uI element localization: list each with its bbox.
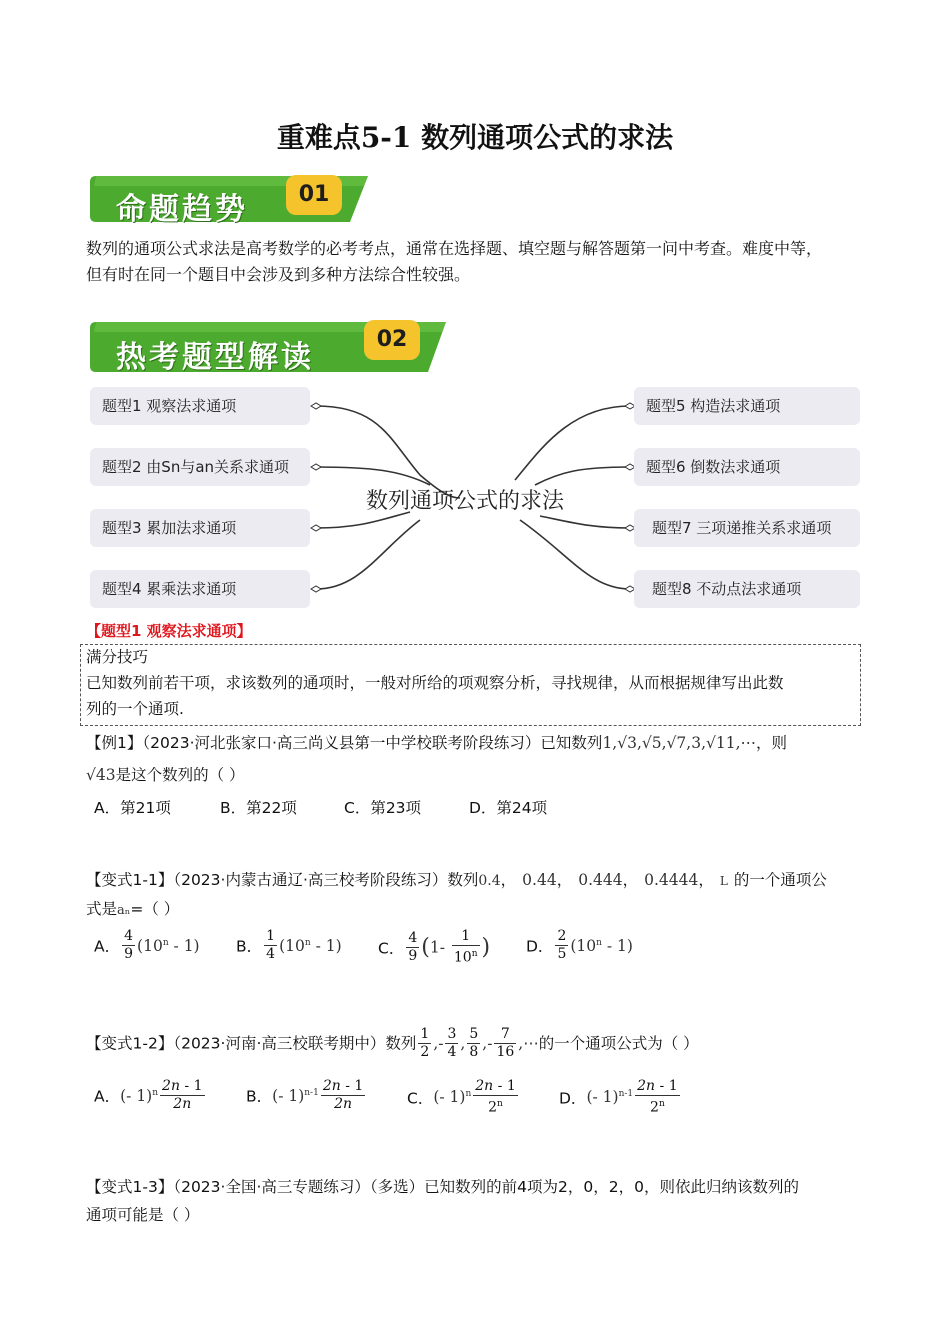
mindmap-node-type3: 题型3 累加法求通项 <box>90 509 310 547</box>
mindmap-node-type5: 题型5 构造法求通项 <box>634 387 860 425</box>
variant-text: 的一个通项公 <box>733 871 827 889</box>
fraction-1-2: $\frac{1}{2}$ <box>420 1026 430 1060</box>
option-math: (- 1)$^{n-1}$ <box>586 1088 634 1107</box>
term: L <box>719 874 728 888</box>
fraction-3-4: $\frac{3}{4}$ <box>447 1026 457 1060</box>
variant-label: 【变式1-1】 <box>86 871 174 889</box>
option-math: ( <box>421 934 430 960</box>
example-source: （2023·河北张家口·高三尚义县第一中学校联考阶段练习）已知数列 <box>142 734 603 752</box>
mindmap-node-type2: 题型2 由Sn与an关系求通项 <box>90 448 310 486</box>
option-d[interactable]: D．(- 1)$^{n-1}$ $\frac{2n - 1}{2^n}$ <box>559 1078 678 1116</box>
variant-1-1-line2 <box>86 895 876 925</box>
fraction-7-16: $\frac{7}{16}$ <box>496 1026 515 1060</box>
page-title: 重难点5-1 数列通项公式的求法 <box>276 121 674 154</box>
option-c[interactable]: C． $\frac{4}{9}$ (1- $\frac{1}{10^n}$ ) <box>378 928 491 966</box>
term: 0.4 <box>478 873 501 889</box>
example-1-line1 <box>86 729 876 757</box>
variant-text: 式是 <box>86 900 118 918</box>
section-banner-trend <box>88 172 378 230</box>
fraction-5-8: $\frac{5}{8}$ <box>469 1026 479 1060</box>
option-math: (10$^n$ - 1) <box>570 936 633 955</box>
variant-1-3 <box>86 1173 876 1229</box>
option-a[interactable]: A． $\frac{4}{9}$ (10$^n$ - 1) <box>94 928 200 962</box>
variant-1-2: 【变式1-2】（2023·河南·高三校联考期中）数列 $\frac{1}{2}$ ,- $\frac{3}{4}$ , $\frac{5}{8}$ ,- $\frac{7}{16}$ ,⋯的一个通项公式为（ ） <box>86 1026 699 1060</box>
term: 0.44 <box>522 871 557 889</box>
banner-label: 命题趋势 <box>116 192 248 227</box>
option-b[interactable]: B．第22项 <box>220 799 297 817</box>
variant-label: 【变式1-2】 <box>86 1034 174 1053</box>
option-b[interactable]: B． $\frac{1}{4}$ (10$^n$ - 1) <box>236 928 342 962</box>
variant-1-3-line1 <box>86 1173 876 1201</box>
variant-label: 【变式1-3】 <box>86 1178 174 1196</box>
fraction-2n-1-2pow-n: $\frac{2n - 1}{2^n}$ <box>637 1078 678 1116</box>
fraction-2n-1-2n: $\frac{2n - 1}{2n}$ <box>322 1078 364 1112</box>
option-a[interactable]: A．第21项 <box>94 799 171 817</box>
section-banner-hot-types <box>88 318 458 376</box>
example-text: 是这个数列的（ ） <box>115 766 245 784</box>
term: 0.4444 <box>644 871 699 889</box>
banner-number: 02 <box>364 320 420 360</box>
intro-line: 但有时在同一个题目中会涉及到多种方法综合性较强。 <box>86 265 471 284</box>
type1-heading: 【题型1 观察法求通项】 <box>86 622 252 640</box>
fraction-4-9: $\frac{4}{9}$ <box>124 928 134 962</box>
variant-text: 的一个通项公式为（ ） <box>538 1034 699 1053</box>
sqrt-43-math: √43 <box>86 766 116 784</box>
variant-1-1-line1: 【变式1-1】（2023·内蒙古通辽·高三校考阶段练习）数列0.4， 0.44， 0.444， 0.4444， L 的一个通项公 <box>86 871 827 889</box>
variant-source: （2023·内蒙古通辽·高三校考阶段练习）数列 <box>173 871 479 889</box>
option-math: (- 1)$^{n-1}$ <box>272 1086 319 1105</box>
option-c[interactable]: C．(- 1)$^n$ $\frac{2n - 1}{2^n}$ <box>407 1078 516 1116</box>
example-1-line2 <box>86 761 876 789</box>
banner-number: 01 <box>286 175 342 215</box>
example-text: ，则 <box>756 734 788 752</box>
option-math: (- 1)$^n$ <box>433 1088 472 1107</box>
tip-line: 已知数列前若干项，求该数列的通项时，一般对所给的项观察分析，寻找规律，从而根据规律写出此数 <box>86 674 784 692</box>
mindmap-node-type7: 题型7 三项递推关系求通项 <box>634 509 860 547</box>
mindmap-node-type4: 题型4 累乘法求通项 <box>90 570 310 608</box>
option-a[interactable]: A．(- 1)$^n$ $\frac{2n - 1}{2n}$ <box>94 1078 203 1112</box>
variant-text: =（ ） <box>130 900 180 918</box>
option-math: (10$^n$ - 1) <box>137 936 200 955</box>
banner-label: 热考题型解读 <box>116 340 314 375</box>
tip-content <box>86 644 861 722</box>
fraction-2n-1-2n: $\frac{2n - 1}{2n}$ <box>162 1078 203 1112</box>
variant-text: （2023·全国·高三专题练习）（多选）已知数列的前4项为2，0，2，0，则依此归纳该数列的 <box>173 1178 799 1196</box>
variant-1-3-line2: 通项可能是（ ） <box>86 1206 200 1224</box>
option-math: (- 1)$^n$ <box>120 1086 159 1105</box>
fraction-2n-1-2pow-n: $\frac{2n - 1}{2^n}$ <box>475 1078 516 1116</box>
tip-title: 满分技巧 <box>86 648 149 666</box>
option-d[interactable]: D． $\frac{2}{5}$ (10$^n$ - 1) <box>526 928 633 962</box>
fraction-1-4: $\frac{1}{4}$ <box>266 928 276 962</box>
example-label: 【例1】 <box>86 734 143 752</box>
variant-1-2-options <box>94 1078 734 1122</box>
variant-source: （2023·河南·高三校联考期中）数列 <box>173 1034 417 1053</box>
fraction-1-10n: $\frac{1}{10^n}$ <box>453 928 478 966</box>
example-1 <box>86 729 876 789</box>
variant-1-1 <box>86 866 876 925</box>
mindmap-node-type1: 题型1 观察法求通项 <box>90 387 310 425</box>
intro-line: 数列的通项公式求法是高考数学的必考考点，通常在选择题、填空题与解答题第一问中考查。难度中等， <box>86 239 823 258</box>
option-math: (10$^n$ - 1) <box>279 936 342 955</box>
an-symbol: aₙ <box>117 903 131 918</box>
term: 0.444 <box>578 871 623 889</box>
option-c[interactable]: C．第23项 <box>344 799 422 817</box>
variant-1-1-options <box>94 928 694 972</box>
fraction-4-9: $\frac{4}{9}$ <box>408 929 418 964</box>
mindmap-node-type8: 题型8 不动点法求通项 <box>634 570 860 608</box>
sequence-math: 1,√3,√5,√7,3,√11,⋯ <box>602 734 757 752</box>
mindmap-center: 数列通项公式的求法 <box>366 489 565 514</box>
tip-line: 列的一个通项. <box>86 700 184 718</box>
intro-paragraph <box>86 236 866 288</box>
fraction-2-5: $\frac{2}{5}$ <box>557 928 567 962</box>
option-b[interactable]: B．(- 1)$^{n-1}$ $\frac{2n - 1}{2n}$ <box>246 1078 364 1112</box>
mindmap-node-type6: 题型6 倒数法求通项 <box>634 448 860 486</box>
option-d[interactable]: D．第24项 <box>469 799 548 817</box>
